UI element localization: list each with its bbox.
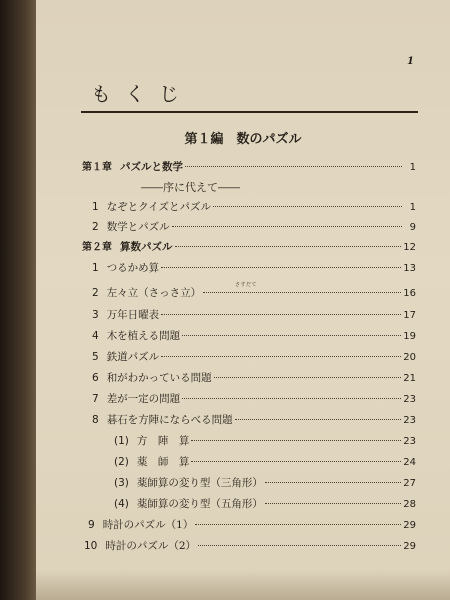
leader-dots [265,503,401,504]
item-page: 1 [409,202,416,213]
ruby-reading: さすだて [235,282,258,288]
subitem-page: 28 [403,499,416,510]
book-gutter [0,0,36,600]
toc-item[interactable] [92,329,416,344]
item-number: 4 [92,330,99,342]
item-title: 時計のパズル（1） [102,519,194,531]
item-title: 時計のパズル（2） [105,540,197,552]
leader-dots [161,314,401,315]
toc-item[interactable] [92,308,416,323]
leader-dots [182,398,401,399]
leader-dots [161,356,401,357]
leader-dots [265,482,401,483]
item-title: 木を植える問題 [106,330,181,342]
leader-dots [203,292,401,293]
part-title: 第１編 数のパズル [184,132,302,147]
chapter-label: 第２章 [82,242,112,253]
toc-subitem[interactable] [114,497,416,512]
toc-subitem[interactable] [114,455,416,470]
item-number: 3 [92,309,99,321]
subitem-title: 方 陣 算 [136,435,190,447]
toc-item[interactable] [92,413,416,428]
item-number: 7 [92,393,99,405]
subitem-page: 23 [403,436,416,447]
item-page: 9 [409,222,416,233]
toc-item[interactable] [88,518,416,533]
item-number: 2 [92,287,99,299]
item-title: 数学とパズル [106,221,170,233]
subitem-number: (1) [114,435,129,447]
item-title: 鉄道パズル [106,351,160,363]
toc-item[interactable] [92,220,416,235]
subitem-number: (3) [114,477,129,489]
page-number: 1 [407,56,414,67]
item-number: 10 [84,540,98,552]
leader-dots [185,166,402,167]
chapter-page: 1 [409,162,416,173]
subitem-page: 24 [403,457,416,468]
leader-dots [198,545,401,546]
toc-item[interactable] [92,392,416,407]
toc-item[interactable] [92,286,416,301]
item-page: 16 [403,288,416,299]
chapter-title: 算数パズル [120,241,173,253]
subitem-number: (4) [114,498,129,510]
toc-item[interactable] [92,350,416,365]
chapter-title: パズルと数学 [120,161,183,173]
item-page: 23 [403,394,416,405]
item-number: 2 [92,221,99,233]
heading-rule [81,111,418,113]
subitem-title: 薬師算の変り型（五角形） [136,498,263,510]
item-title: なぞとクイズとパズル [106,201,212,213]
item-number: 1 [92,201,99,213]
item-page: 13 [403,263,416,274]
item-title: 左々立（さっさ立） [106,287,202,299]
toc-chapter-1[interactable] [82,160,416,175]
subitem-title: 薬師算の変り型（三角形） [136,477,263,489]
item-number: 9 [88,519,95,531]
leader-dots [235,419,402,420]
toc-item[interactable] [92,261,416,276]
toc-subitem[interactable] [114,434,416,449]
leader-dots [214,377,402,378]
leader-dots [191,461,401,462]
item-title: 万年日曜表 [106,309,160,321]
item-number: 8 [92,414,99,426]
subitem-number: (2) [114,456,129,468]
leader-dots [172,226,402,227]
subitem-page: 27 [403,478,416,489]
item-page: 19 [403,331,416,342]
leader-dots [175,246,402,247]
toc-item[interactable] [84,539,416,554]
toc-item[interactable] [92,371,416,386]
item-title: つるかめ算 [106,262,160,274]
leader-dots [213,206,402,207]
item-number: 1 [92,262,99,274]
toc-subitem[interactable] [114,476,416,491]
item-page: 20 [403,352,416,363]
page-shadow [36,570,450,600]
chapter-label: 第１章 [82,162,112,173]
item-page: 29 [403,541,416,552]
item-number: 6 [92,372,99,384]
leader-dots [161,267,401,268]
item-page: 17 [403,310,416,321]
toc-chapter-2[interactable] [82,240,416,255]
item-title: 差が一定の問題 [106,393,181,405]
toc-item[interactable] [92,200,416,215]
chapter-subtitle: ――序に代えて―― [141,181,240,194]
leader-dots [182,335,401,336]
leader-dots [195,524,401,525]
item-title: 和がわかっている問題 [106,372,212,384]
item-page: 29 [403,520,416,531]
item-number: 5 [92,351,99,363]
leader-dots [191,440,401,441]
item-page: 21 [403,373,416,384]
item-title: 碁石を方陣にならべる問題 [106,414,233,426]
toc-heading: もくじ [91,82,193,106]
book-page [36,0,450,600]
chapter-page: 12 [403,242,416,253]
subitem-title: 薬 師 算 [136,456,190,468]
item-page: 23 [403,415,416,426]
